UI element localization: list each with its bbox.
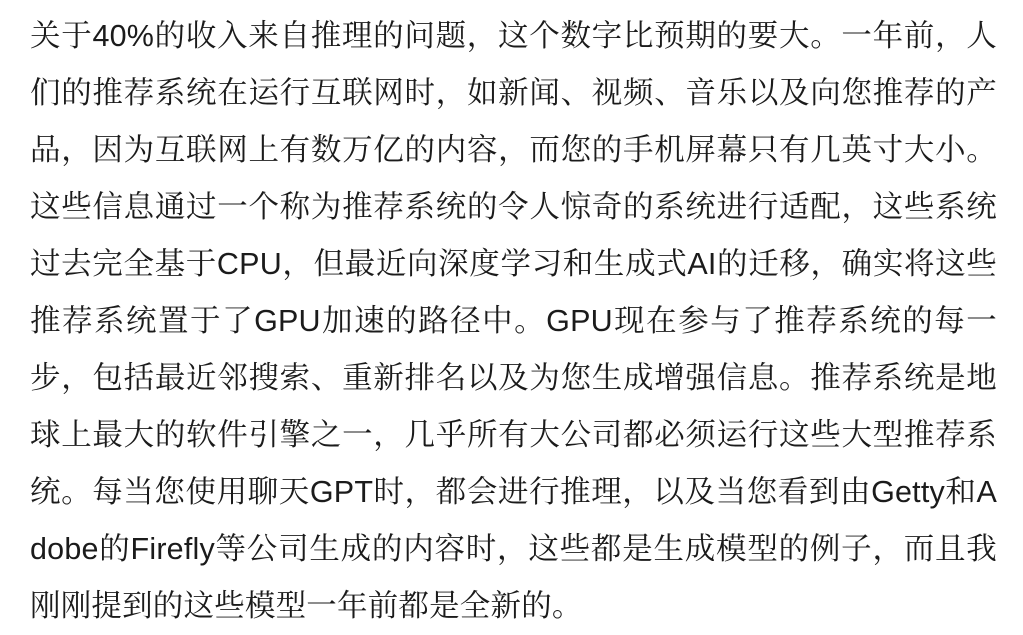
paragraph-text: 关于40%的收入来自推理的问题，这个数字比预期的要大。一年前，人们的推荐系统在运行互联网时，如新闻、视频、音乐以及向您推荐的产品，因为互联网上有数万亿的内容，而您的手机屏幕只有几英寸大小。这些信息通过一个称为推荐系统的令人惊奇的系统进行适配，这些系统过去完全基于CPU，但最近向深度学习和生成式AI的迁移，确实将这些推荐系统置于了GPU加速的路径中。GPU现在参与了推荐系统的每一步，包括最近邻搜索、重新排名以及为您生成增强信息。推荐系统是地球上最大的软件引擎之一，几乎所有大公司都必须运行这些大型推荐系统。每当您使用聊天GPT时，都会进行推理，以及当您看到由Getty和Adobe的Firefly等公司生成的内容时，这些都是生成模型的例子，而且我刚刚提到的这些模型一年前都是全新的。 (30, 19, 997, 623)
